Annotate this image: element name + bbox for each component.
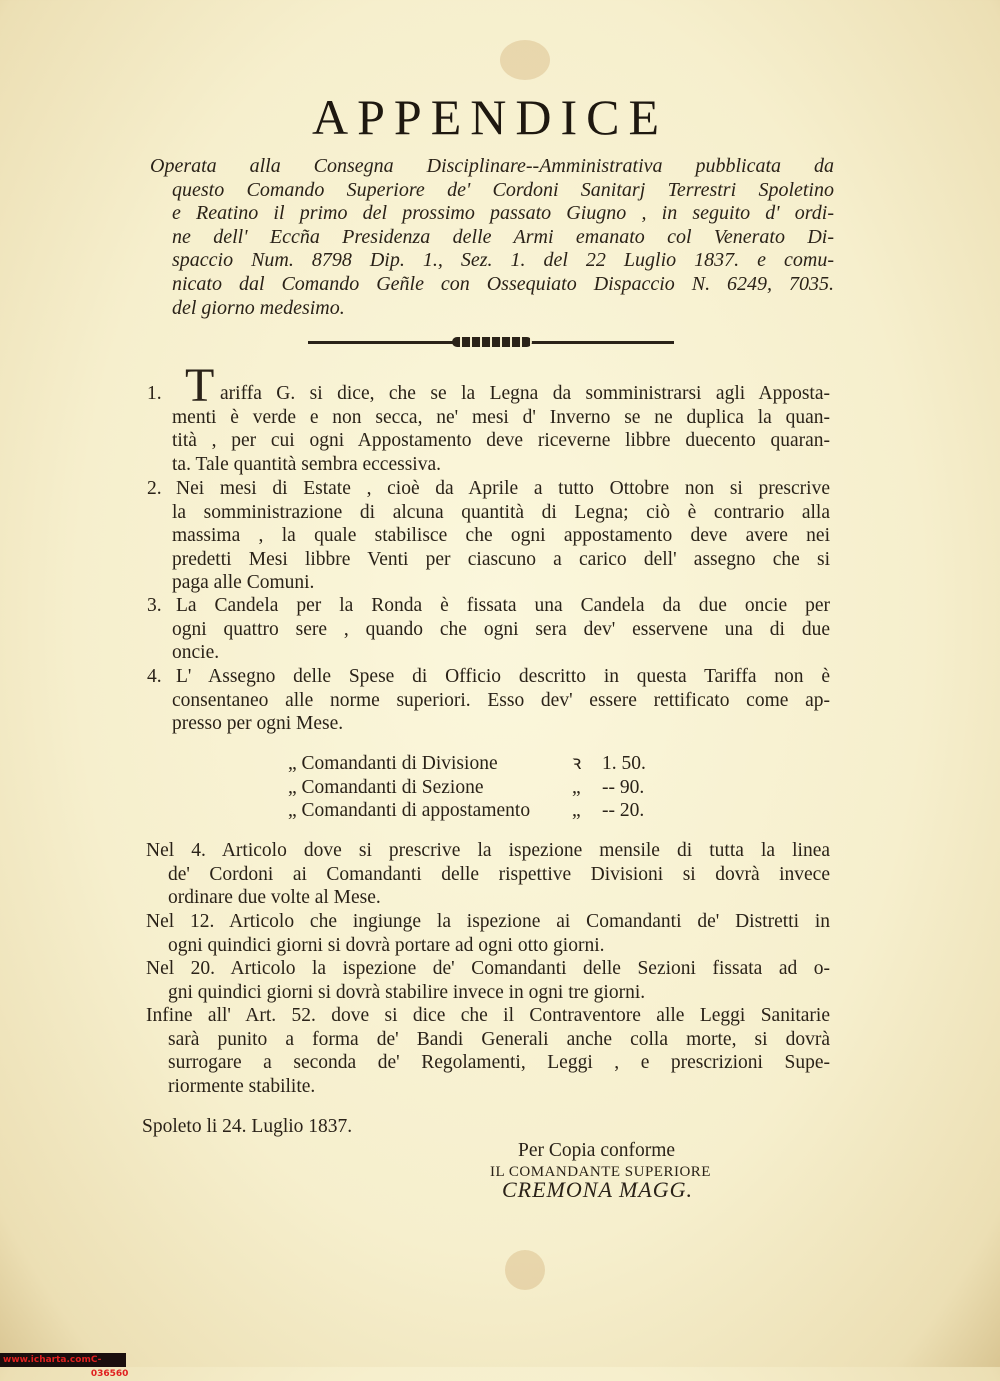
drop-cap: T bbox=[185, 359, 215, 412]
office-title: IL COMANDANTE SUPERIORE bbox=[490, 1164, 711, 1180]
article-line: consentaneo alle norme superiori. Esso dev' essere rettificato come ap- bbox=[172, 689, 830, 711]
amendment-line: sarà punito a forma de' Bandi Generali anche colla morte, si dovrà bbox=[168, 1028, 830, 1050]
amendment-line: riormente stabilite. bbox=[168, 1075, 316, 1097]
intro-line: questo Comando Superiore de' Cordoni Sanitarj Terrestri Spoletino bbox=[172, 178, 834, 201]
article-line: paga alle Comuni. bbox=[172, 572, 315, 594]
article-line: L' Assegno delle Spese di Officio descritto in questa Tariffa non è bbox=[176, 666, 830, 687]
allowance-label: „ Comandanti di appostamento bbox=[288, 800, 531, 822]
article-line: massima , la quale stabilisce che ogni appostamento deve avere nei bbox=[172, 525, 830, 547]
amendment-line: surrogare a seconda de' Regolamenti, Leggi , e prescrizioni Supe- bbox=[168, 1052, 830, 1074]
amendment-line: gni quindici giorni si dovrà stabilire invece in ogni tre giorni. bbox=[168, 981, 646, 1003]
article-line: tità , per cui ogni Appostamento deve riceverne libbre duecento quaran- bbox=[172, 430, 830, 452]
intro-line: del giorno medesimo. bbox=[172, 296, 345, 319]
allowance-value: -- 90. bbox=[602, 776, 645, 798]
allowance-label: „ Comandanti di Divisione bbox=[288, 753, 498, 774]
article-number: 3. bbox=[147, 595, 162, 616]
amendment-line: Nel 4. Articolo dove si prescrive la ispezione mensile di tutta la linea bbox=[146, 840, 830, 861]
amendment-line: ordinare due volte al Mese. bbox=[168, 887, 381, 909]
article-number: 2. bbox=[147, 478, 162, 499]
signature: CREMONA MAGG. bbox=[502, 1177, 694, 1202]
amendment-line: Nel 12. Articolo che ingiunge la ispezione ai Comandanti de' Distretti in bbox=[146, 911, 830, 932]
intro-line: nicato dal Comando Geñle con Ossequiato Dispaccio N. 6249, 7035. bbox=[172, 273, 834, 295]
paper-stain bbox=[505, 1250, 545, 1290]
watermark bbox=[0, 1353, 129, 1379]
article-line: oncie. bbox=[172, 642, 220, 664]
intro-line: ne dell' Eccña Presidenza delle Armi emanato col Venerato Di- bbox=[172, 225, 834, 248]
divider-ornament bbox=[452, 337, 532, 347]
article-line: ogni quattro sere , quando che ogni sera dev' esservene una di due bbox=[172, 618, 830, 640]
article-line: La Candela per la Ronda è fissata una Candela da due oncie per bbox=[176, 595, 830, 616]
amendment-line: ogni quindici giorni si dovrà portare ad ogni otto giorni. bbox=[168, 934, 605, 956]
article-line: Nei mesi di Estate , cioè da Aprile a tutto Ottobre non si prescrive bbox=[176, 478, 830, 499]
watermark-site: www.icharta.com bbox=[3, 1355, 91, 1365]
article-line: la somministrazione di alcuna quantità di Legna; ciò è contrario alla bbox=[172, 501, 830, 523]
allowance-unit: ꝛ bbox=[572, 753, 582, 774]
allowance-unit: „ bbox=[572, 776, 581, 798]
watermark-code: C-036560 bbox=[90, 1355, 129, 1379]
amendment-line: de' Cordoni ai Comandanti delle rispettive Divisioni si dovrà invece bbox=[168, 863, 830, 885]
copy-note: Per Copia conforme bbox=[518, 1140, 676, 1161]
paper-stain bbox=[500, 40, 550, 80]
allowance-label: „ Comandanti di Sezione bbox=[288, 776, 484, 798]
article-line: ta. Tale quantità sembra eccessiva. bbox=[172, 453, 441, 475]
intro-line: e Reatino il primo del prossimo passato Giugno , in seguito d' ordi- bbox=[172, 202, 834, 225]
article-line: predetti Mesi libbre Venti per ciascuno a carico dell' assegno che si bbox=[172, 548, 830, 570]
allowance-value: 1. 50. bbox=[602, 753, 646, 774]
document-title: APPENDICE bbox=[311, 89, 669, 145]
article-line: menti è verde e non secca, ne' mesi d' Inverno se ne duplica la quan- bbox=[172, 406, 830, 428]
intro-line: Operata alla Consegna Disciplinare--Amministrativa pubblicata da bbox=[150, 155, 834, 177]
article-line: presso per ogni Mese. bbox=[172, 713, 344, 735]
article-line: ariffa G. si dice, che se la Legna da somministrarsi agli Apposta- bbox=[220, 383, 830, 404]
article-number: 1. bbox=[147, 383, 162, 404]
intro-line: spaccio Num. 8798 Dip. 1., Sez. 1. del 22 Luglio 1837. e comu- bbox=[172, 249, 834, 272]
amendment-line: Infine all' Art. 52. dove si dice che il Contraventore alle Leggi Sanitarie bbox=[146, 1005, 830, 1026]
allowance-unit: „ bbox=[572, 800, 581, 822]
place-date: Spoleto li 24. Luglio 1837. bbox=[142, 1116, 353, 1137]
article-number: 4. bbox=[147, 666, 162, 687]
amendment-line: Nel 20. Articolo la ispezione de' Comandanti delle Sezioni fissata ad o- bbox=[146, 958, 830, 979]
allowance-value: -- 20. bbox=[602, 800, 645, 822]
